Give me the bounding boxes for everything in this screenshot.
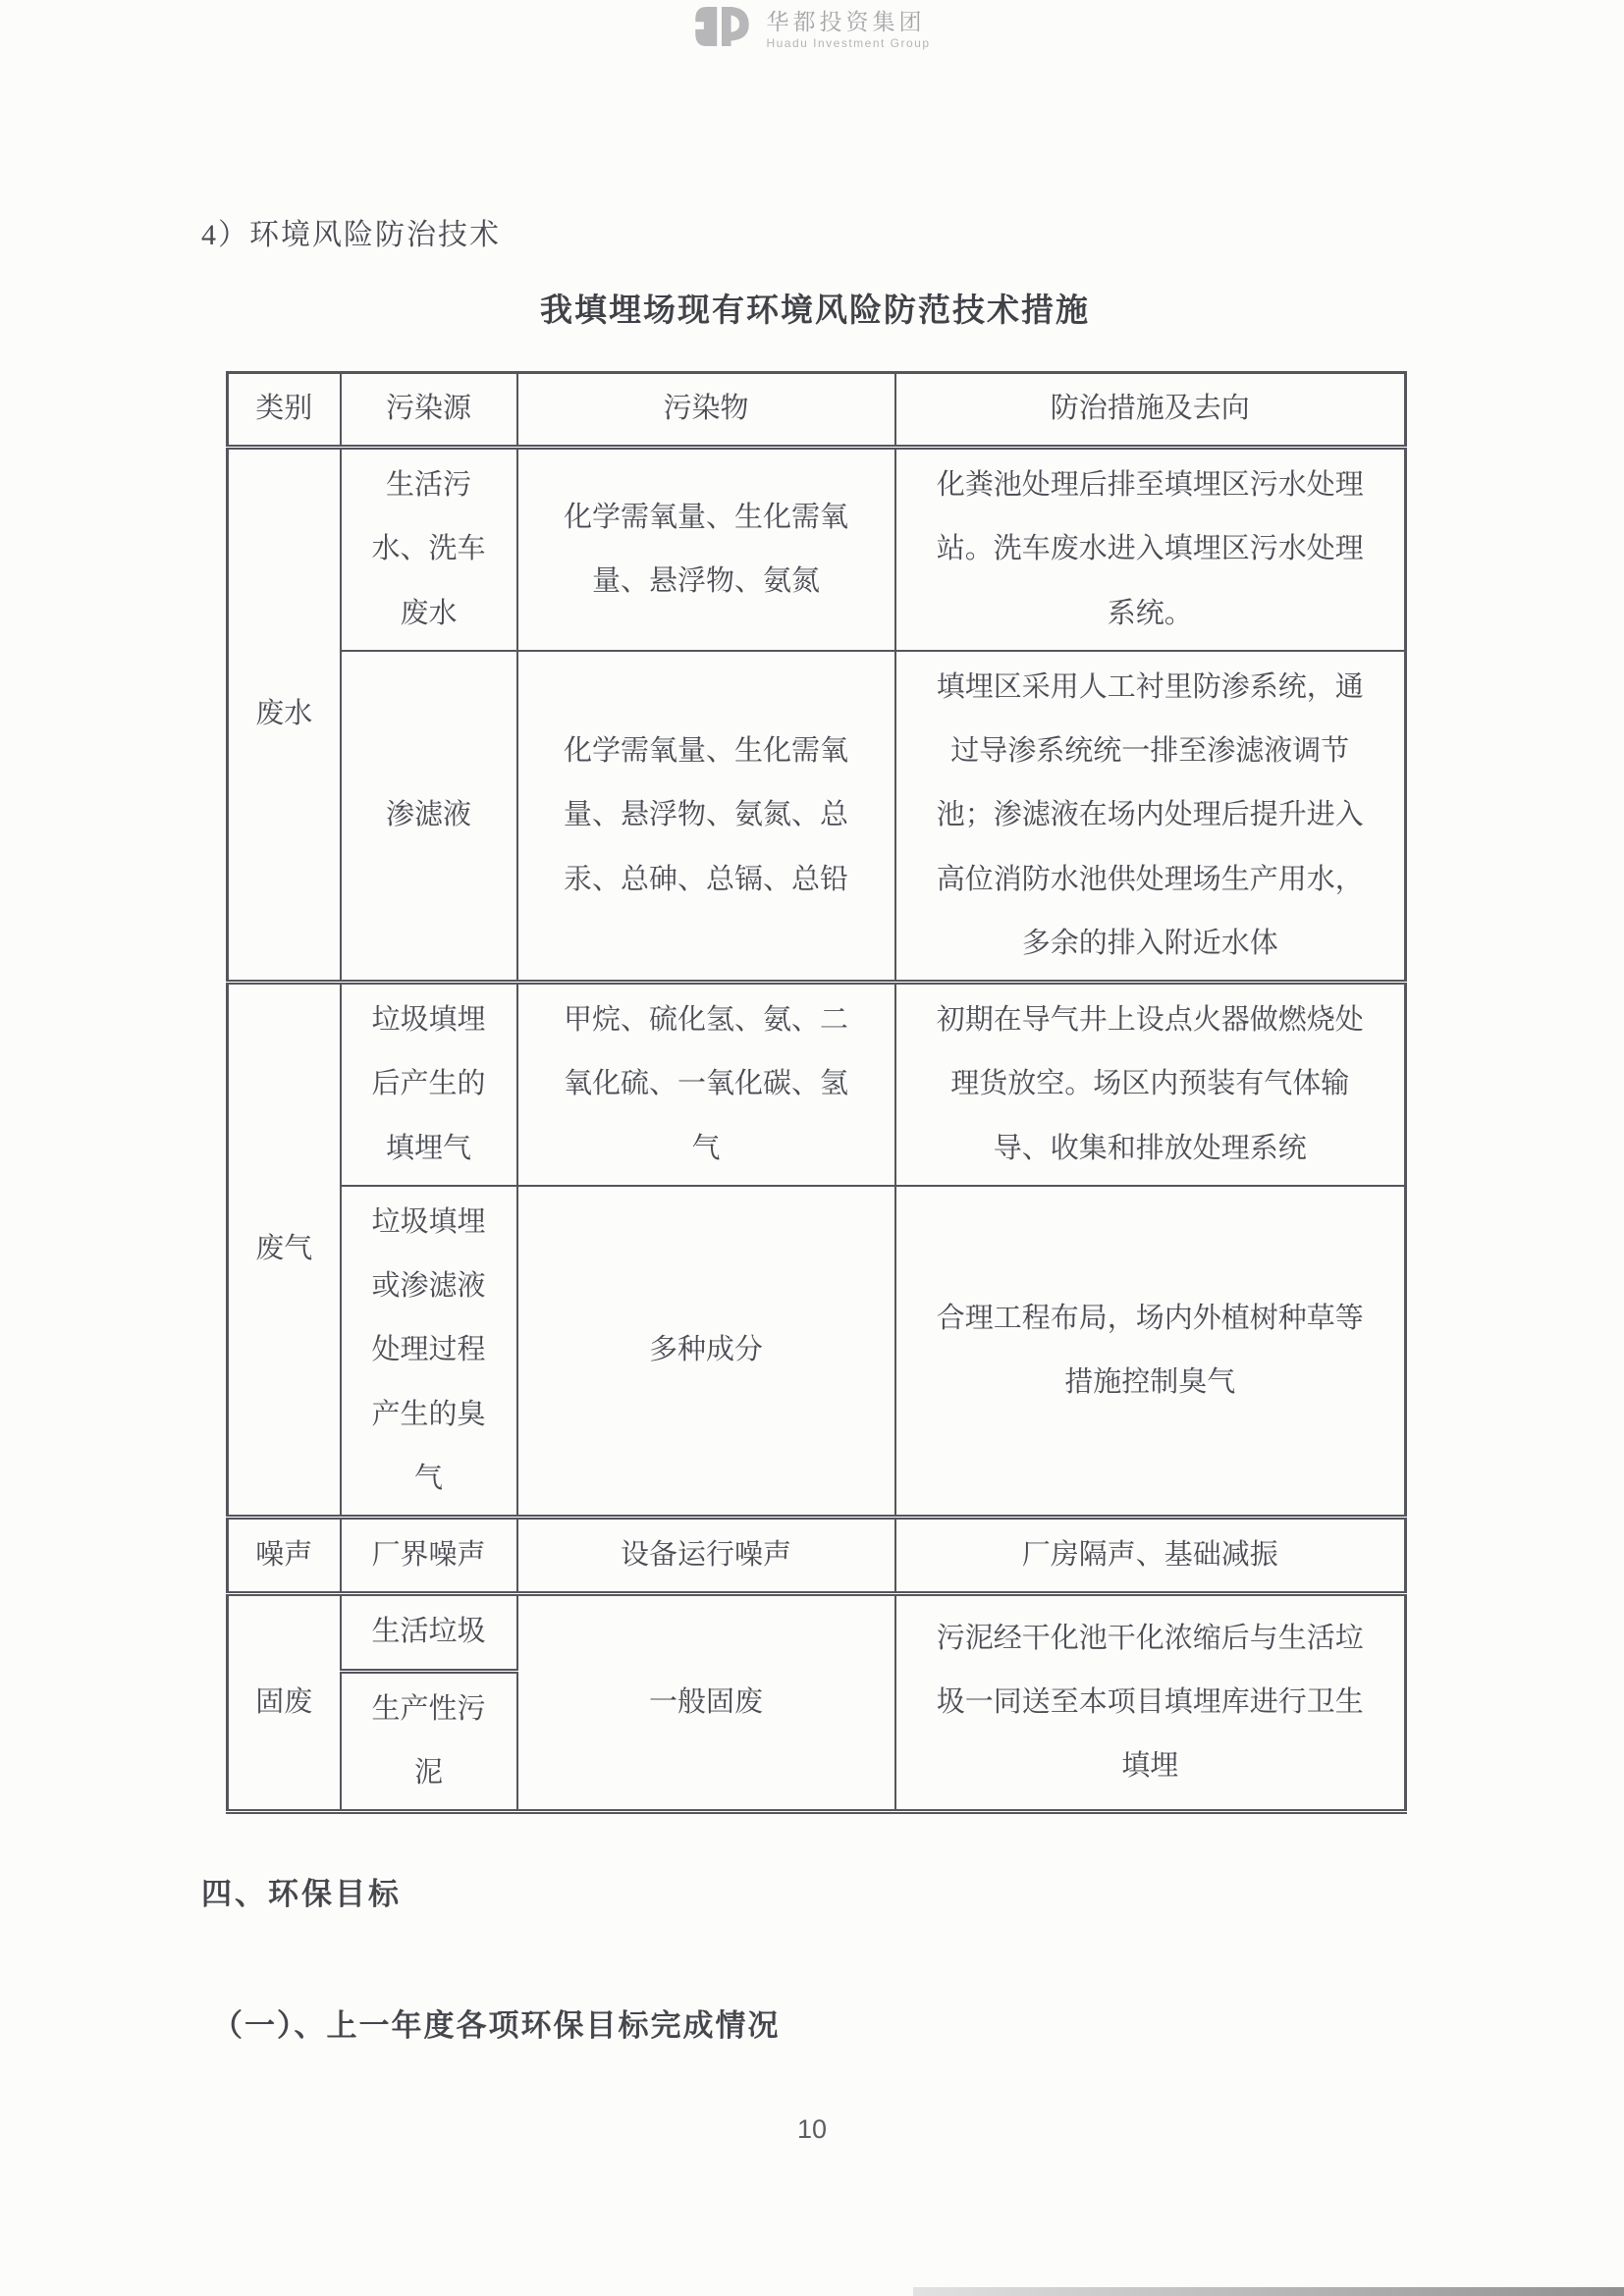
pollutant-cell: 设备运行噪声	[517, 1518, 895, 1594]
company-name-zh: 华都投资集团	[766, 9, 926, 34]
table-title: 我填埋场现有环境风险防范技术措施	[540, 294, 1090, 329]
source-cell: 渗滤液	[341, 651, 517, 983]
pollutant-cell: 一般固废	[517, 1594, 895, 1812]
measures-cell: 合理工程布局，场内外植树种草等措施控制臭气	[895, 1186, 1406, 1518]
scan-artifact	[913, 2287, 1624, 2296]
pollutant-cell: 甲烷、硫化氢、氨、二氧化硫、一氧化碳、氢气	[517, 983, 895, 1186]
measures-cell: 厂房隔声、基础减振	[895, 1518, 1406, 1594]
header-measures: 防治措施及去向	[895, 373, 1406, 448]
source-cell: 垃圾填埋后产生的填埋气	[341, 983, 517, 1186]
table-header-row	[228, 373, 1406, 448]
measures-cell: 化粪池处理后排至填埋区污水处理站。洗车废水进入填埋区污水处理系统。	[895, 448, 1406, 651]
company-logo	[0, 6, 1624, 50]
company-name-en: Huadu Investment Group	[766, 36, 931, 50]
measures-cell: 污泥经干化池干化浓缩后与生活垃圾一同送至本项目填埋库进行卫生填埋	[895, 1594, 1406, 1812]
source-cell: 垃圾填埋或渗滤液处理过程产生的臭气	[341, 1186, 517, 1518]
source-cell: 生活垃圾	[341, 1594, 517, 1671]
measures-cell: 初期在导气井上设点火器做燃烧处理货放空。场区内预装有气体输导、收集和排放处理系统	[895, 983, 1406, 1186]
table-row-leachate	[228, 651, 1406, 983]
source-cell: 生产性污泥	[341, 1671, 517, 1812]
company-logo-text	[766, 6, 930, 50]
category-cell-wastewater: 废水	[228, 448, 341, 983]
pollutant-cell: 多种成分	[517, 1186, 895, 1518]
pollutant-cell: 化学需氧量、生化需氧量、悬浮物、氨氮	[517, 448, 895, 651]
source-cell: 生活污水、洗车废水	[341, 448, 517, 651]
source-cell: 厂界噪声	[341, 1518, 517, 1594]
risk-measures-table	[226, 371, 1407, 1814]
section-heading-env-goals: 四、环保目标	[201, 1877, 402, 1911]
page-number: 10	[796, 2114, 828, 2144]
header-category: 类别	[228, 373, 341, 448]
category-cell-waste-gas: 废气	[228, 983, 341, 1518]
section-heading-risk-tech: 4）环境风险防治技术	[201, 219, 501, 251]
measures-cell: 填埋区采用人工衬里防渗系统，通过导渗系统统一排至渗滤液调节池；渗滤液在场内处理后提升进入高位消防水池供处理场生产用水，多余的排入附近水体	[895, 651, 1406, 983]
table-row-odor	[228, 1186, 1406, 1518]
header-pollutant: 污染物	[517, 373, 895, 448]
header-source: 污染源	[341, 373, 517, 448]
table-row-landfill-gas	[228, 983, 1406, 1186]
category-cell-noise: 噪声	[228, 1518, 341, 1594]
table-row-domestic-waste	[228, 1594, 1406, 1671]
hd-logo-icon	[693, 6, 750, 47]
category-cell-solid-waste: 固废	[228, 1594, 341, 1812]
pollutant-cell: 化学需氧量、生化需氧量、悬浮物、氨氮、总汞、总砷、总镉、总铅	[517, 651, 895, 983]
table-row-noise	[228, 1518, 1406, 1594]
subsection-heading-last-year-goals: （一）、上一年度各项环保目标完成情况	[212, 2008, 781, 2043]
table-row-domestic-sewage	[228, 448, 1406, 651]
